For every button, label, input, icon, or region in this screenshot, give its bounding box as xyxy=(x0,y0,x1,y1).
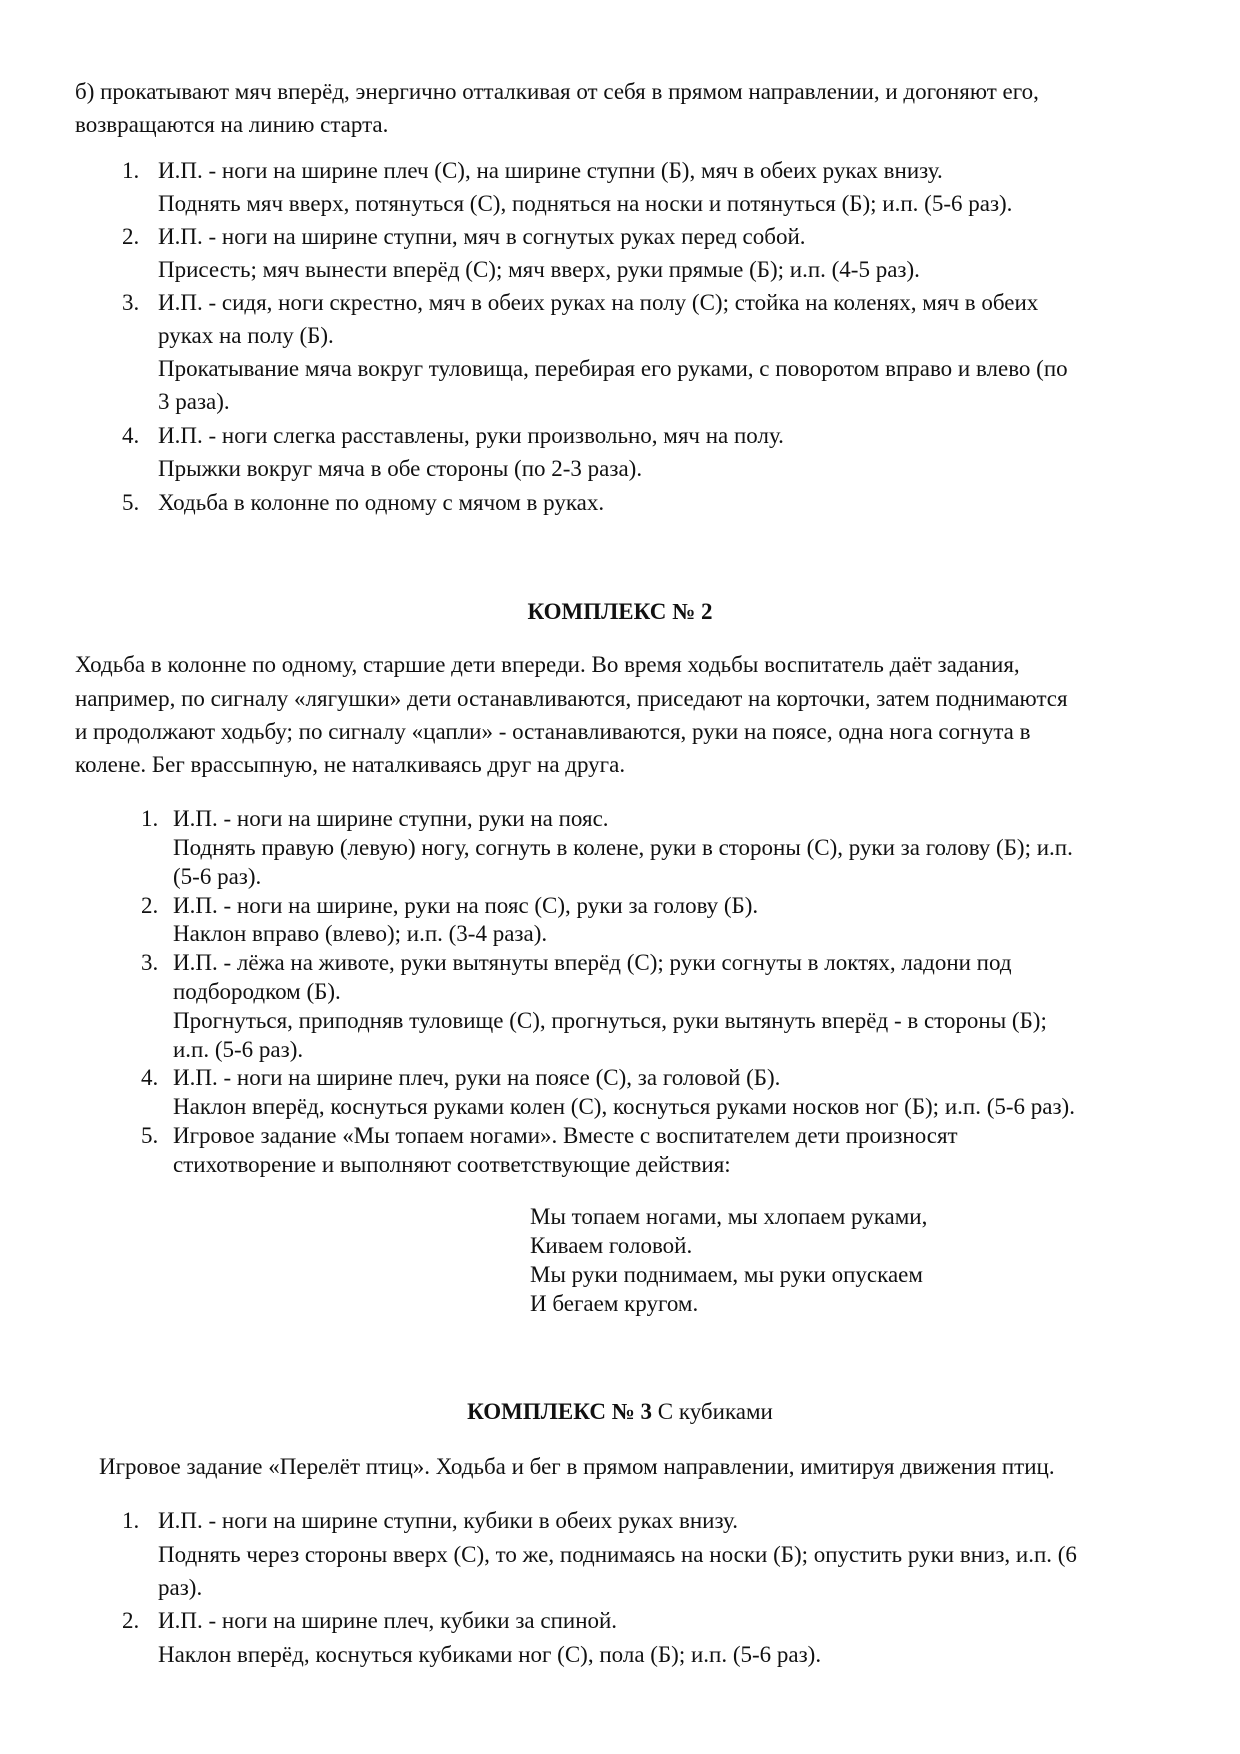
complex3-subtitle: С кубиками xyxy=(657,1399,773,1424)
list-item-line: Прогнуться, приподняв туловище (С), прогнуться, руки вытянуть вперёд - в стороны (Б); xyxy=(173,1008,1047,1033)
list-item-line: И.П. - ноги на ширине ступни, мяч в согнутых руках перед собой. xyxy=(158,224,806,249)
list-item-line: Наклон вправо (влево); и.п. (3-4 раза). xyxy=(173,921,548,946)
poem-line: Мы топаем ногами, мы хлопаем руками, xyxy=(530,1204,928,1229)
list-item-line: Наклон вперёд, коснуться кубиками ног (С), пола (Б); и.п. (5-6 раз). xyxy=(158,1642,822,1667)
list-item-line: Прыжки вокруг мяча в обе стороны (по 2-3 раза). xyxy=(158,456,643,481)
list-number: 2. xyxy=(122,224,140,249)
text-line: например, по сигналу «лягушки» дети останавливаются, приседают на корточки, затем поднимаются xyxy=(75,686,1068,711)
list-item-line: Наклон вперёд, коснуться руками колен (С), коснуться руками носков ног (Б); и.п. (5-6 раз). xyxy=(173,1094,1075,1119)
list-item-line: раз). xyxy=(158,1575,203,1600)
list-item-line: Игровое задание «Мы топаем ногами». Вместе с воспитателем дети произносят xyxy=(173,1123,958,1148)
list-item-line: подбородком (Б). xyxy=(173,979,341,1004)
list-number: 2. xyxy=(141,893,159,918)
text-line: Ходьба в колонне по одному, старшие дети впереди. Во время ходьбы воспитатель даёт задания, xyxy=(75,652,1020,677)
list-item-line: Присесть; мяч вынести вперёд (С); мяч вверх, руки прямые (Б); и.п. (4-5 раз). xyxy=(158,257,920,282)
list-item-line: руках на полу (Б). xyxy=(158,323,334,348)
list-item-line: Ходьба в колонне по одному с мячом в руках. xyxy=(158,490,605,515)
list-number: 4. xyxy=(141,1065,159,1090)
list-item-line: (5-6 раз). xyxy=(173,864,262,889)
complex3-title: КОМПЛЕКС № 3 xyxy=(467,1399,653,1424)
list-item-line: И.П. - ноги на ширине ступни, кубики в обеих руках внизу. xyxy=(158,1508,738,1533)
list-item-line: И.П. - сидя, ноги скрестно, мяч в обеих руках на полу (С); стойка на коленях, мяч в обеих xyxy=(158,290,1039,315)
list-item-line: Прокатывание мяча вокруг туловища, перебирая его руками, с поворотом вправо и влево (по xyxy=(158,356,1068,381)
list-number: 5. xyxy=(141,1123,159,1148)
list-item-line: и.п. (5-6 раз). xyxy=(173,1037,304,1062)
list-item-line: И.П. - ноги на ширине, руки на пояс (С), руки за голову (Б). xyxy=(173,893,759,918)
text-line: б) прокатывают мяч вперёд, энергично отталкивая от себя в прямом направлении, и догоняют его, xyxy=(75,79,1039,104)
list-item-line: 3 раза). xyxy=(158,389,230,414)
list-item-line: И.П. - лёжа на животе, руки вытянуты вперёд (С); руки согнуты в локтях, ладони под xyxy=(173,950,1012,975)
text-line: и продолжают ходьбу; по сигналу «цапли» - останавливаются, руки на поясе, одна нога согнута в xyxy=(75,719,1031,744)
list-number: 1. xyxy=(141,806,159,831)
list-number: 5. xyxy=(122,490,140,515)
text-line: Игровое задание «Перелёт птиц». Ходьба и бег в прямом направлении, имитируя движения птиц. xyxy=(99,1454,1055,1479)
complex2-heading: КОМПЛЕКС № 2 xyxy=(527,599,713,624)
list-item-line: Поднять правую (левую) ногу, согнуть в колене, руки в стороны (С), руки за голову (Б); и.п. xyxy=(173,835,1073,860)
poem-line: Мы руки поднимаем, мы руки опускаем xyxy=(530,1262,923,1287)
list-item-line: стихотворение и выполняют соответствующие действия: xyxy=(173,1152,731,1177)
poem-line: Киваем головой. xyxy=(530,1233,693,1258)
list-item-line: Поднять мяч вверх, потянуться (С), подняться на носки и потянуться (Б); и.п. (5-6 раз). xyxy=(158,191,1013,216)
list-number: 3. xyxy=(141,950,159,975)
list-item-line: Поднять через стороны вверх (С), то же, поднимаясь на носки (Б); опустить руки вниз, и.п. (6 xyxy=(158,1542,1077,1567)
list-number: 1. xyxy=(122,158,140,183)
list-number: 3. xyxy=(122,290,140,315)
list-item-line: И.П. - ноги на ширине плеч (С), на ширине ступни (Б), мяч в обеих руках внизу. xyxy=(158,158,943,183)
list-number: 1. xyxy=(122,1508,140,1533)
list-item-line: И.П. - ноги на ширине ступни, руки на пояс. xyxy=(173,806,609,831)
complex3-heading xyxy=(0,1398,1240,1426)
list-item-line: И.П. - ноги на ширине плеч, руки на поясе (С), за головой (Б). xyxy=(173,1065,781,1090)
text-line: возвращаются на линию старта. xyxy=(75,112,389,137)
text-line: колене. Бег врассыпную, не наталкиваясь друг на друга. xyxy=(75,752,626,777)
poem-line: И бегаем кругом. xyxy=(530,1291,699,1316)
list-number: 4. xyxy=(122,423,140,448)
list-item-line: И.П. - ноги слегка расставлены, руки произвольно, мяч на полу. xyxy=(158,423,784,448)
list-number: 2. xyxy=(122,1608,140,1633)
list-item-line: И.П. - ноги на ширине плеч, кубики за спиной. xyxy=(158,1608,618,1633)
